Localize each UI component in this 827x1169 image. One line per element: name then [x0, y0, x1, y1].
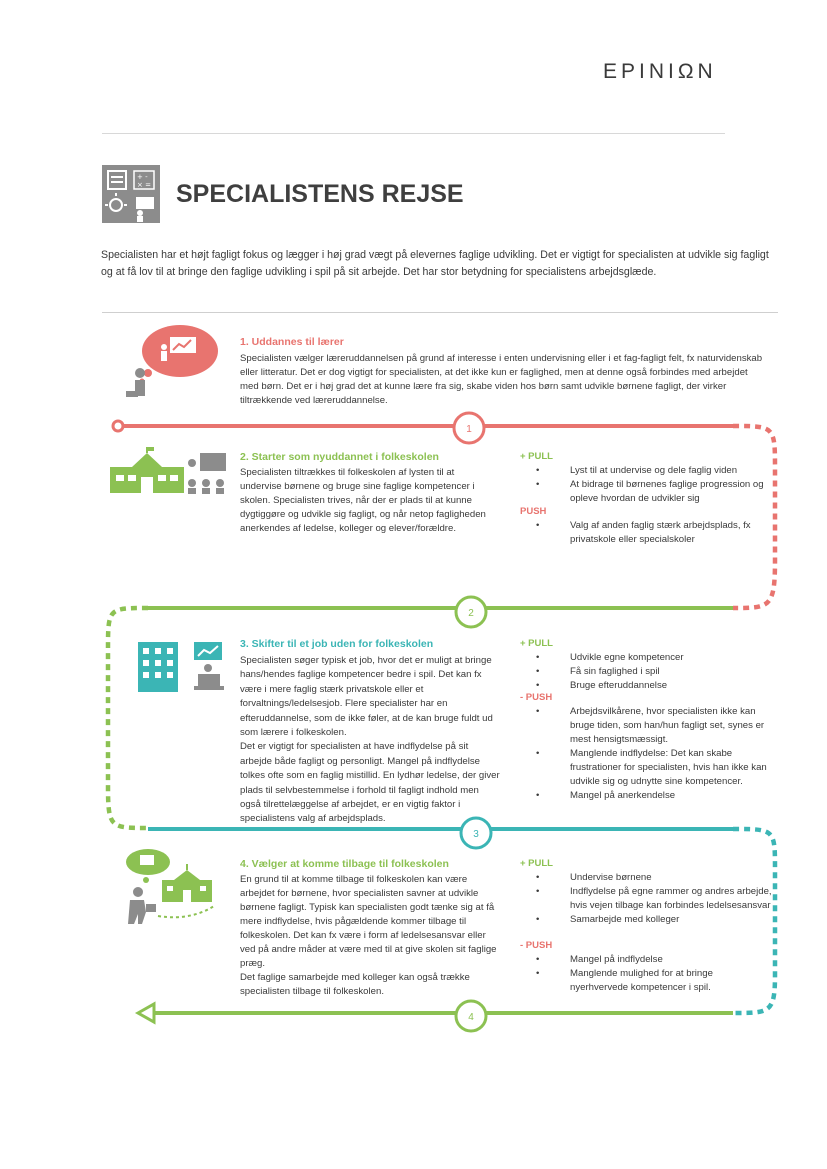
list-item: • Arbejdsvilkårene, hvor specialisten ikke kan bruge tiden, som han/hun fagligt set, synes er mest hensigtsmæssigt. [530, 705, 780, 747]
step-4-push-list [530, 953, 760, 995]
step-3-pull-list [530, 651, 778, 693]
list-item: • Undervise børnene [530, 871, 778, 885]
step-3-number: 3 [473, 829, 479, 840]
path-curve-red [733, 426, 775, 608]
list-item: • At bidrage til børnenes faglige progression og opleve hvordan de udvikler sig [530, 478, 770, 506]
list-item: • Mangel på indflydelse [530, 953, 760, 967]
epinion-logo: EPINIΩN [603, 60, 717, 83]
list-item: • Manglende indflydelse: Det kan skabe frustrationer for specialisten, hvis han ikke kan udvikle sig og udnytte sine kompetencer. [530, 747, 780, 789]
svg-text:+ -: + - [137, 173, 148, 181]
step-2-illustration [108, 447, 230, 495]
list-item: • Mangel på anerkendelse [530, 789, 780, 803]
step-1-body: Specialisten vælger læreruddannelsen på grund af interesse i enten undervisning eller i et fag-fagligt felt, fx naturvidenskab eller litteratur. Det er dog vigtigt for specialisten, at det ikke kun er faglighed, men at denne også forbindes med arbejdet med børn. Det er i høj grad det at kunne lære fra sig, skabe viden hos børn samt udvikle børnene fagligt, der virker tiltrækkende ved læreruddannelse. [240, 353, 763, 406]
step-4-pull-label: + PULL [520, 858, 553, 869]
page-title: SPECIALISTENS REJSE [176, 180, 464, 208]
step-4-push-label: - PUSH [520, 940, 553, 951]
step-1-title: 1. Uddannes til lærer [240, 336, 344, 348]
step-2-pull-list [530, 464, 770, 506]
path-start-circle [113, 421, 123, 431]
step-4-number: 4 [468, 1012, 474, 1023]
step-2-push-list [530, 519, 770, 547]
step-3-push-list [530, 705, 780, 803]
step-3-title: 3. Skifter til et job uden for folkeskolen [240, 638, 434, 650]
student-icon [135, 368, 145, 378]
step-2-title: 2. Starter som nyuddannet i folkeskolen [240, 451, 439, 463]
intro-paragraph: Specialisten har et højt fagligt fokus og lægger i høj grad vægt på elevernes faglige udvikling. Det er vigtigt for specialisten at udvikle sig fagligt og at få lov til at bringe den faglige udvikling i spil på sit arbejde. Det har stor betydning for specialistens arbejdsglæde. [101, 249, 769, 278]
step-4-pull-list [530, 871, 778, 927]
step-4-title: 4. Vælger at komme tilbage til folkeskolen [240, 858, 449, 870]
list-item: • Samarbejde med kolleger [530, 913, 778, 927]
step-4-body: En grund til at komme tilbage til folkeskolen kan være arbejdet for børnene, hvor specialisten savner at udvikle børnene fagligt. Typisk kan specialisten godt tænke sig at få mere indflydelse, hvis pågældende kommer tilbage til folkeskolen. Det kan fx være i form af ledelsesansvar eller ved på andre måder at være med til at give skolen sit faglige præg. Det faglige samarbejde med kolleger kan også trække specialisten tilbage til folkeskolen. [240, 874, 497, 997]
teaching-board-icon [200, 453, 226, 471]
step-2-pull-label: + PULL [520, 451, 553, 462]
step-2-body: Specialisten tiltrækkes til folkeskolen af lysten til at undervise børnene og bruge sine faglige kompetencer i skolen. Specialisten trives, når der er plads til at kunne dygtiggøre og udvikle sig fagligt, og når netop fagligheden anerkendes af ledelse, kolleger og elever/forældre. [240, 467, 486, 534]
list-item: • Manglende mulighed for at bringe nyerhvervede kompetencer i spil. [530, 967, 760, 995]
list-item: • Få sin faglighed i spil [530, 665, 778, 679]
list-item: • Udvikle egne kompetencer [530, 651, 778, 665]
walking-person-icon [133, 887, 143, 897]
step-3-illustration [136, 640, 230, 694]
list-item: • Lyst til at undervise og dele faglig viden [530, 464, 770, 478]
step-1-illustration [118, 323, 228, 403]
step-4-illustration [122, 848, 232, 928]
path-arrow-head [138, 1004, 154, 1022]
list-item: • Bruge efteruddannelse [530, 679, 778, 693]
svg-text:× =: × = [137, 181, 151, 189]
step-3-pull-label: + PULL [520, 638, 553, 649]
step-1-number: 1 [466, 424, 472, 435]
step-3-body: Specialisten søger typisk et job, hvor det er muligt at bringe hans/hendes faglige kompetencer bedre i spil. Det kan fx være i mere faglig stærk privatskole eller et forvaltnings/ledelsesjob. Flere specialister har en efteruddannelse, som de ikke føler, at de kan bruge fuldt ud som lærere i folkeskolen. Det er vigtigt for specialisten at have indflydelse på sit arbejde både fagligt og personligt. Mangel på indflydelse tolkes ofte som en faglig mistillid. En lydhør ledelse, der giver plads til selvbestemmelse i forhold til fagligt indhold men også tilrettelæggelse af arbejdet, er en vigtig faktor i specialistens valg af arbejdsplads. [240, 655, 500, 825]
step-3-push-label: - PUSH [520, 692, 553, 703]
step-2-number: 2 [468, 608, 474, 619]
step-2-push-label: PUSH [520, 506, 547, 517]
list-item: • Indflydelse på egne rammer og andres arbejde, hvis vejen tilbage kan forbindes ledelsesansvar [530, 885, 778, 913]
worker-icon [204, 664, 212, 672]
list-item: • Valg af anden faglig stærk arbejdsplads, fx privatskole eller specialskoler [530, 519, 770, 547]
